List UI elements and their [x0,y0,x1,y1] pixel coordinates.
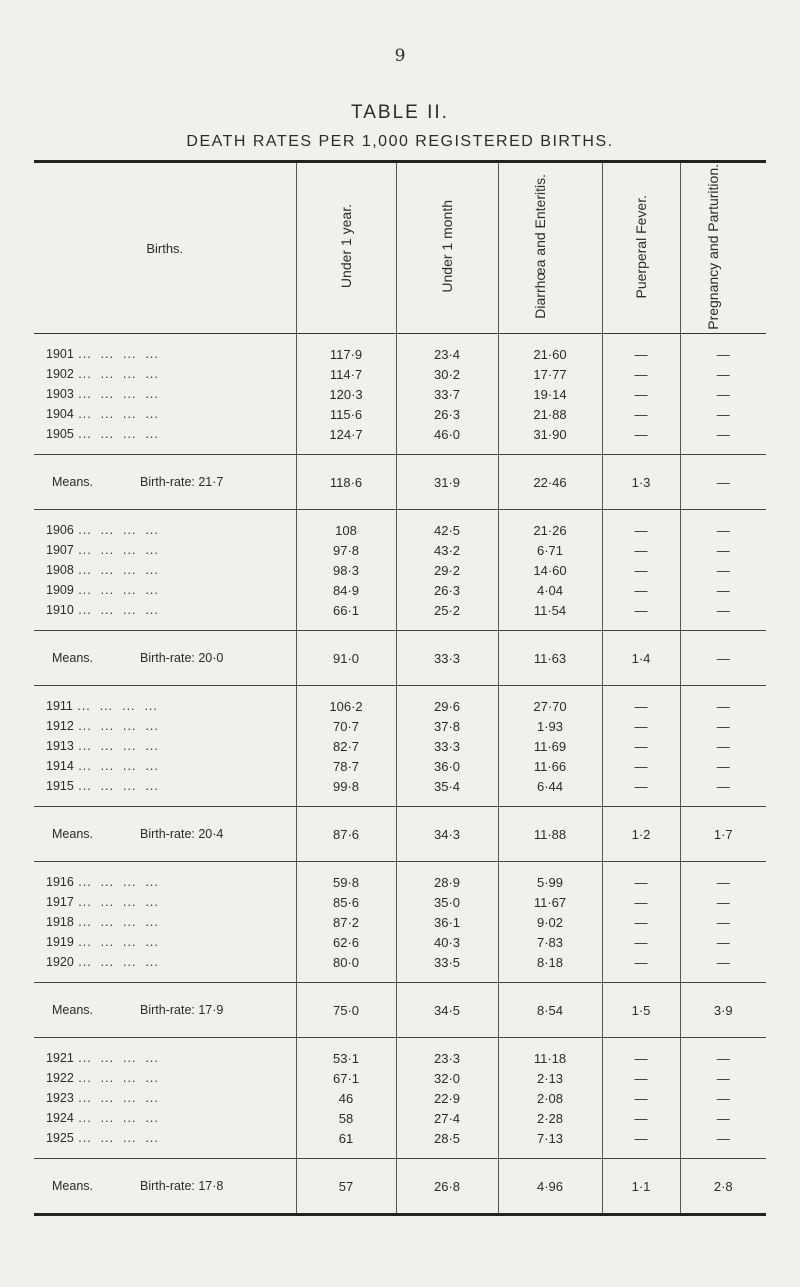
cell-pregnancy: — [680,736,766,756]
cell-puerperal: — [602,1088,680,1108]
cell-diarrhoea: 11·67 [498,892,602,912]
cell-under-1-year: 117·9 [296,344,396,364]
cell-under-1-year: 97·8 [296,540,396,560]
year-label: 1922 [46,1071,74,1085]
means-cell [34,983,296,1038]
mean-under-1-year: 57 [296,1159,396,1215]
cell-under-1-year: 67·1 [296,1068,396,1088]
cell-pregnancy: — [680,716,766,736]
cell-pregnancy: — [680,384,766,404]
header-births: Births. [34,162,296,334]
spacer-row [34,510,766,521]
leader-dots: ... ... ... ... [73,719,159,733]
cell-under-1-month: 32·0 [396,1068,498,1088]
mean-under-1-year: 87·6 [296,807,396,862]
spacer-row [34,972,766,983]
mean-diarrhoea: 4·96 [498,1159,602,1215]
table-row [34,872,766,892]
leader-dots: ... ... ... ... [73,543,159,557]
table-row [34,560,766,580]
cell-under-1-year: 85·6 [296,892,396,912]
mean-pregnancy: — [680,455,766,510]
cell-diarrhoea: 6·71 [498,540,602,560]
cell-diarrhoea: 27·70 [498,696,602,716]
cell-under-1-year: 115·6 [296,404,396,424]
leader-dots: ... ... ... ... [73,759,159,773]
year-label: 1914 [46,759,74,773]
cell-pregnancy: — [680,520,766,540]
cell-diarrhoea: 19·14 [498,384,602,404]
cell-puerperal: — [602,600,680,620]
year-label: 1919 [46,935,74,949]
cell-under-1-month: 29·6 [396,696,498,716]
birth-rate-label: Birth-rate: 21·7 [140,475,224,489]
cell-pregnancy: — [680,404,766,424]
year-label: 1910 [46,603,74,617]
header-under-1-month-label: Under 1 month [438,200,455,293]
leader-dots: ... ... ... ... [73,935,159,949]
cell-diarrhoea: 14·60 [498,560,602,580]
year-cell [34,560,296,580]
table-title: TABLE II. [351,102,449,123]
spacer-row [34,862,766,873]
cell-puerperal: — [602,872,680,892]
cell-pregnancy: — [680,1088,766,1108]
table-row [34,364,766,384]
cell-under-1-year: 108 [296,520,396,540]
leader-dots: ... ... ... ... [73,583,159,597]
spacer-row [34,796,766,807]
year-label: 1907 [46,543,74,557]
cell-puerperal: — [602,384,680,404]
cell-diarrhoea: 2·28 [498,1108,602,1128]
cell-puerperal: — [602,1068,680,1088]
mean-under-1-year: 91·0 [296,631,396,686]
cell-puerperal: — [602,716,680,736]
table-row [34,1108,766,1128]
leader-dots: ... ... ... ... [73,603,159,617]
leader-dots: ... ... ... ... [73,347,159,361]
cell-under-1-year: 78·7 [296,756,396,776]
cell-diarrhoea: 4·04 [498,580,602,600]
means-row [34,807,766,862]
table-row [34,1048,766,1068]
cell-under-1-year: 87·2 [296,912,396,932]
year-label: 1912 [46,719,74,733]
cell-pregnancy: — [680,696,766,716]
cell-puerperal: — [602,756,680,776]
cell-pregnancy: — [680,932,766,952]
table-row [34,1088,766,1108]
table-row [34,424,766,444]
header-under-1-month [396,162,498,334]
cell-puerperal: — [602,364,680,384]
spacer-row [34,1038,766,1049]
spacer-row [34,444,766,455]
cell-under-1-year: 70·7 [296,716,396,736]
mean-puerperal: 1·1 [602,1159,680,1215]
cell-under-1-month: 36·0 [396,756,498,776]
year-cell [34,716,296,736]
cell-pregnancy: — [680,1128,766,1148]
means-cell [34,1159,296,1215]
cell-under-1-year: 99·8 [296,776,396,796]
cell-under-1-month: 22·9 [396,1088,498,1108]
year-cell [34,364,296,384]
cell-under-1-month: 27·4 [396,1108,498,1128]
cell-pregnancy: — [680,892,766,912]
table-row [34,932,766,952]
cell-puerperal: — [602,932,680,952]
means-label: Means. [52,1003,93,1017]
year-cell [34,1048,296,1068]
leader-dots: ... ... ... ... [73,915,159,929]
cell-pregnancy: — [680,540,766,560]
cell-pregnancy: — [680,756,766,776]
cell-puerperal: — [602,776,680,796]
mean-under-1-year: 118·6 [296,455,396,510]
means-cell [34,631,296,686]
year-label: 1908 [46,563,74,577]
cell-puerperal: — [602,736,680,756]
leader-dots: ... ... ... ... [73,1111,159,1125]
cell-under-1-year: 62·6 [296,932,396,952]
cell-pregnancy: — [680,344,766,364]
cell-under-1-month: 30·2 [396,364,498,384]
year-label: 1925 [46,1131,74,1145]
cell-pregnancy: — [680,1048,766,1068]
table-row [34,384,766,404]
cell-under-1-month: 29·2 [396,560,498,580]
leader-dots: ... ... ... ... [73,875,159,889]
year-label: 1902 [46,367,74,381]
year-label: 1916 [46,875,74,889]
cell-diarrhoea: 8·18 [498,952,602,972]
year-cell [34,892,296,912]
year-cell [34,736,296,756]
birth-rate-label: Birth-rate: 20·0 [140,651,224,665]
mean-puerperal: 1·2 [602,807,680,862]
means-label: Means. [52,651,93,665]
year-label: 1904 [46,407,74,421]
year-cell [34,1108,296,1128]
death-rates-table [34,160,766,1216]
leader-dots: ... ... ... ... [73,523,159,537]
cell-under-1-year: 84·9 [296,580,396,600]
year-label: 1913 [46,739,74,753]
cell-puerperal: — [602,1128,680,1148]
cell-under-1-year: 82·7 [296,736,396,756]
means-cell [34,807,296,862]
cell-diarrhoea: 31·90 [498,424,602,444]
cell-under-1-month: 42·5 [396,520,498,540]
cell-pregnancy: — [680,600,766,620]
cell-puerperal: — [602,952,680,972]
mean-under-1-month: 33·3 [396,631,498,686]
year-label: 1906 [46,523,74,537]
year-cell [34,696,296,716]
year-label: 1917 [46,895,74,909]
means-label: Means. [52,475,93,489]
cell-diarrhoea: 2·08 [498,1088,602,1108]
year-cell [34,600,296,620]
cell-under-1-month: 36·1 [396,912,498,932]
cell-under-1-year: 59·8 [296,872,396,892]
year-cell [34,952,296,972]
header-pregnancy [680,162,766,334]
cell-under-1-year: 53·1 [296,1048,396,1068]
table-row [34,1068,766,1088]
cell-puerperal: — [602,560,680,580]
means-row [34,631,766,686]
mean-pregnancy: 3·9 [680,983,766,1038]
cell-puerperal: — [602,540,680,560]
cell-diarrhoea: 17·77 [498,364,602,384]
year-cell [34,1088,296,1108]
cell-under-1-month: 23·3 [396,1048,498,1068]
cell-diarrhoea: 21·88 [498,404,602,424]
cell-under-1-month: 33·3 [396,736,498,756]
header-pregnancy-label: Pregnancy and Parturition. [705,163,722,330]
cell-pregnancy: — [680,952,766,972]
table-row [34,776,766,796]
leader-dots: ... ... ... ... [73,427,159,441]
page-number: 9 [394,46,406,66]
cell-pregnancy: — [680,776,766,796]
mean-pregnancy: — [680,631,766,686]
cell-under-1-month: 37·8 [396,716,498,736]
header-puerperal [602,162,680,334]
cell-under-1-month: 26·3 [396,580,498,600]
year-cell [34,424,296,444]
cell-diarrhoea: 1·93 [498,716,602,736]
cell-under-1-year: 46 [296,1088,396,1108]
cell-under-1-month: 28·9 [396,872,498,892]
cell-under-1-year: 80·0 [296,952,396,972]
table-row [34,580,766,600]
cell-under-1-month: 46·0 [396,424,498,444]
leader-dots: ... ... ... ... [73,739,159,753]
cell-puerperal: — [602,892,680,912]
cell-pregnancy: — [680,560,766,580]
birth-rate-label: Birth-rate: 17·8 [140,1179,224,1193]
leader-dots: ... ... ... ... [73,779,159,793]
year-label: 1918 [46,915,74,929]
cell-puerperal: — [602,344,680,364]
mean-diarrhoea: 8·54 [498,983,602,1038]
year-label: 1920 [46,955,74,969]
cell-diarrhoea: 2·13 [498,1068,602,1088]
cell-diarrhoea: 21·26 [498,520,602,540]
mean-puerperal: 1·4 [602,631,680,686]
table-row [34,696,766,716]
cell-under-1-month: 23·4 [396,344,498,364]
year-cell [34,384,296,404]
cell-puerperal: — [602,520,680,540]
birth-rate-label: Birth-rate: 20·4 [140,827,224,841]
cell-puerperal: — [602,424,680,444]
leader-dots: ... ... ... ... [73,895,159,909]
cell-under-1-year: 106·2 [296,696,396,716]
cell-under-1-month: 40·3 [396,932,498,952]
year-cell [34,540,296,560]
year-cell [34,776,296,796]
cell-under-1-year: 124·7 [296,424,396,444]
table-row [34,404,766,424]
cell-under-1-month: 35·4 [396,776,498,796]
cell-puerperal: — [602,580,680,600]
leader-dots: ... ... ... ... [73,407,159,421]
table-row [34,344,766,364]
year-cell [34,756,296,776]
cell-pregnancy: — [680,872,766,892]
leader-dots: ... ... ... ... [73,955,159,969]
cell-pregnancy: — [680,424,766,444]
means-row [34,1159,766,1215]
cell-pregnancy: — [680,580,766,600]
header-puerperal-label: Puerperal Fever. [632,194,649,299]
cell-under-1-month: 28·5 [396,1128,498,1148]
year-cell [34,872,296,892]
year-label: 1911 [46,699,73,713]
leader-dots: ... ... ... ... [73,563,159,577]
year-label: 1915 [46,779,74,793]
header-row [34,162,766,334]
cell-under-1-month: 33·5 [396,952,498,972]
year-cell [34,520,296,540]
means-cell [34,455,296,510]
cell-under-1-year: 58 [296,1108,396,1128]
cell-under-1-month: 26·3 [396,404,498,424]
year-label: 1905 [46,427,74,441]
mean-under-1-month: 31·9 [396,455,498,510]
year-label: 1923 [46,1091,74,1105]
leader-dots: ... ... ... ... [73,1131,159,1145]
cell-diarrhoea: 7·13 [498,1128,602,1148]
header-diarrhoea-label: Diarrhœa and Enteritis. [532,174,548,319]
year-cell [34,344,296,364]
year-cell [34,932,296,952]
mean-diarrhoea: 11·63 [498,631,602,686]
mean-diarrhoea: 22·46 [498,455,602,510]
mean-under-1-year: 75·0 [296,983,396,1038]
header-under-1-year [296,162,396,334]
cell-diarrhoea: 5·99 [498,872,602,892]
table-row [34,952,766,972]
table-row [34,756,766,776]
leader-dots: ... ... ... ... [73,367,159,381]
spacer-row [34,1148,766,1159]
leader-dots: ... ... ... ... [73,387,159,401]
cell-diarrhoea: 21·60 [498,344,602,364]
mean-pregnancy: 1·7 [680,807,766,862]
cell-puerperal: — [602,912,680,932]
means-row [34,983,766,1038]
cell-puerperal: — [602,1048,680,1068]
means-row [34,455,766,510]
year-cell [34,912,296,932]
cell-pregnancy: — [680,912,766,932]
year-cell [34,1068,296,1088]
leader-dots: ... ... ... ... [73,1071,159,1085]
cell-puerperal: — [602,1108,680,1128]
cell-pregnancy: — [680,1068,766,1088]
leader-dots: ... ... ... ... [73,1051,159,1065]
year-label: 1921 [46,1051,74,1065]
header-under-1-year-label: Under 1 year. [337,204,354,289]
cell-diarrhoea: 11·54 [498,600,602,620]
cell-diarrhoea: 11·69 [498,736,602,756]
year-label: 1909 [46,583,74,597]
cell-under-1-year: 98·3 [296,560,396,580]
birth-rate-label: Birth-rate: 17·9 [140,1003,224,1017]
cell-diarrhoea: 9·02 [498,912,602,932]
cell-diarrhoea: 11·66 [498,756,602,776]
table-row [34,736,766,756]
year-label: 1901 [46,347,74,361]
leader-dots: ... ... ... ... [72,699,158,713]
cell-under-1-year: 61 [296,1128,396,1148]
table-row [34,912,766,932]
cell-pregnancy: — [680,364,766,384]
means-label: Means. [52,1179,93,1193]
header-diarrhoea [498,162,602,334]
cell-under-1-year: 114·7 [296,364,396,384]
cell-diarrhoea: 7·83 [498,932,602,952]
spacer-row [34,686,766,697]
mean-pregnancy: 2·8 [680,1159,766,1215]
spacer-row [34,334,766,345]
table-subtitle: DEATH RATES PER 1,000 REGISTERED BIRTHS. [186,133,614,150]
mean-puerperal: 1·3 [602,455,680,510]
cell-under-1-month: 33·7 [396,384,498,404]
mean-puerperal: 1·5 [602,983,680,1038]
table-row [34,600,766,620]
cell-under-1-year: 66·1 [296,600,396,620]
year-cell [34,404,296,424]
year-label: 1924 [46,1111,74,1125]
year-cell [34,580,296,600]
table-row [34,892,766,912]
year-cell [34,1128,296,1148]
cell-puerperal: — [602,696,680,716]
mean-under-1-month: 34·3 [396,807,498,862]
leader-dots: ... ... ... ... [73,1091,159,1105]
cell-diarrhoea: 11·18 [498,1048,602,1068]
table-row [34,716,766,736]
mean-diarrhoea: 11·88 [498,807,602,862]
cell-under-1-year: 120·3 [296,384,396,404]
table-row [34,520,766,540]
mean-under-1-month: 26·8 [396,1159,498,1215]
cell-pregnancy: — [680,1108,766,1128]
cell-under-1-month: 25·2 [396,600,498,620]
cell-under-1-month: 35·0 [396,892,498,912]
cell-puerperal: — [602,404,680,424]
mean-under-1-month: 34·5 [396,983,498,1038]
table-row [34,540,766,560]
means-label: Means. [52,827,93,841]
spacer-row [34,620,766,631]
cell-under-1-month: 43·2 [396,540,498,560]
cell-diarrhoea: 6·44 [498,776,602,796]
table-row [34,1128,766,1148]
year-label: 1903 [46,387,74,401]
